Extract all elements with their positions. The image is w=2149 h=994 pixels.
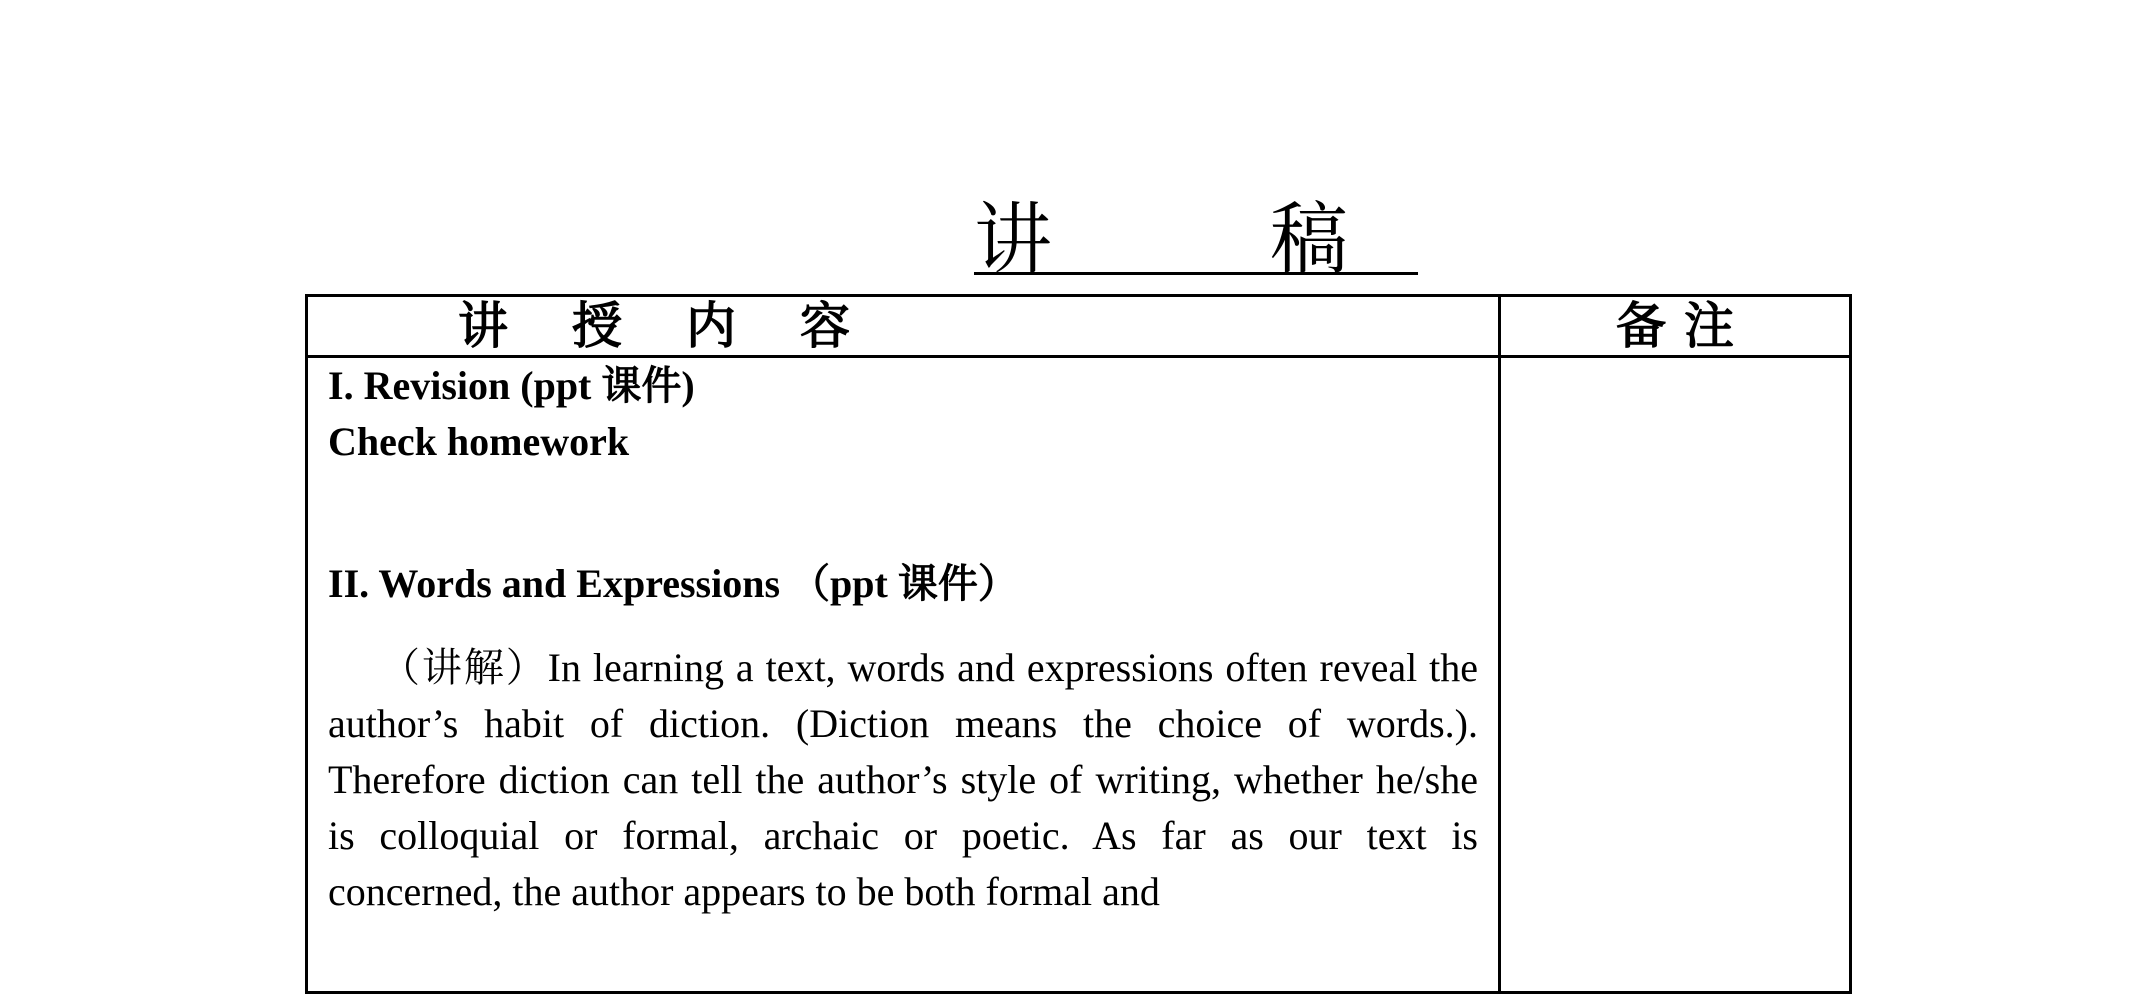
blank-gap [328,470,1478,556]
section2-paragraph: （讲解）In learning a text, words and expressions often reveal the author’s habit of diction. (Diction means the choice of words.). Therefore diction can tell the author’s style of writing, whether he/she is colloquial or formal, archaic or poetic. As far as our text is concerned, the author appears to be both formal and [328,645,1478,914]
content-cell [328,358,1478,920]
header-notes-cell: 备注 [1616,298,1752,354]
section-gap [328,612,1478,640]
section1-heading: I. Revision (ppt 课件) [328,363,695,408]
header-content-label: 讲授内容 [458,298,914,354]
section1-line: Check homework [328,419,630,464]
column-divider [1498,297,1501,991]
page-title: 讲 稿 [974,196,1419,283]
lecture-table [305,294,1852,994]
header-content-cell [308,297,1498,355]
section2-heading: II. Words and Expressions （ppt 课件） [328,561,1018,606]
table-header-row [308,297,1849,358]
